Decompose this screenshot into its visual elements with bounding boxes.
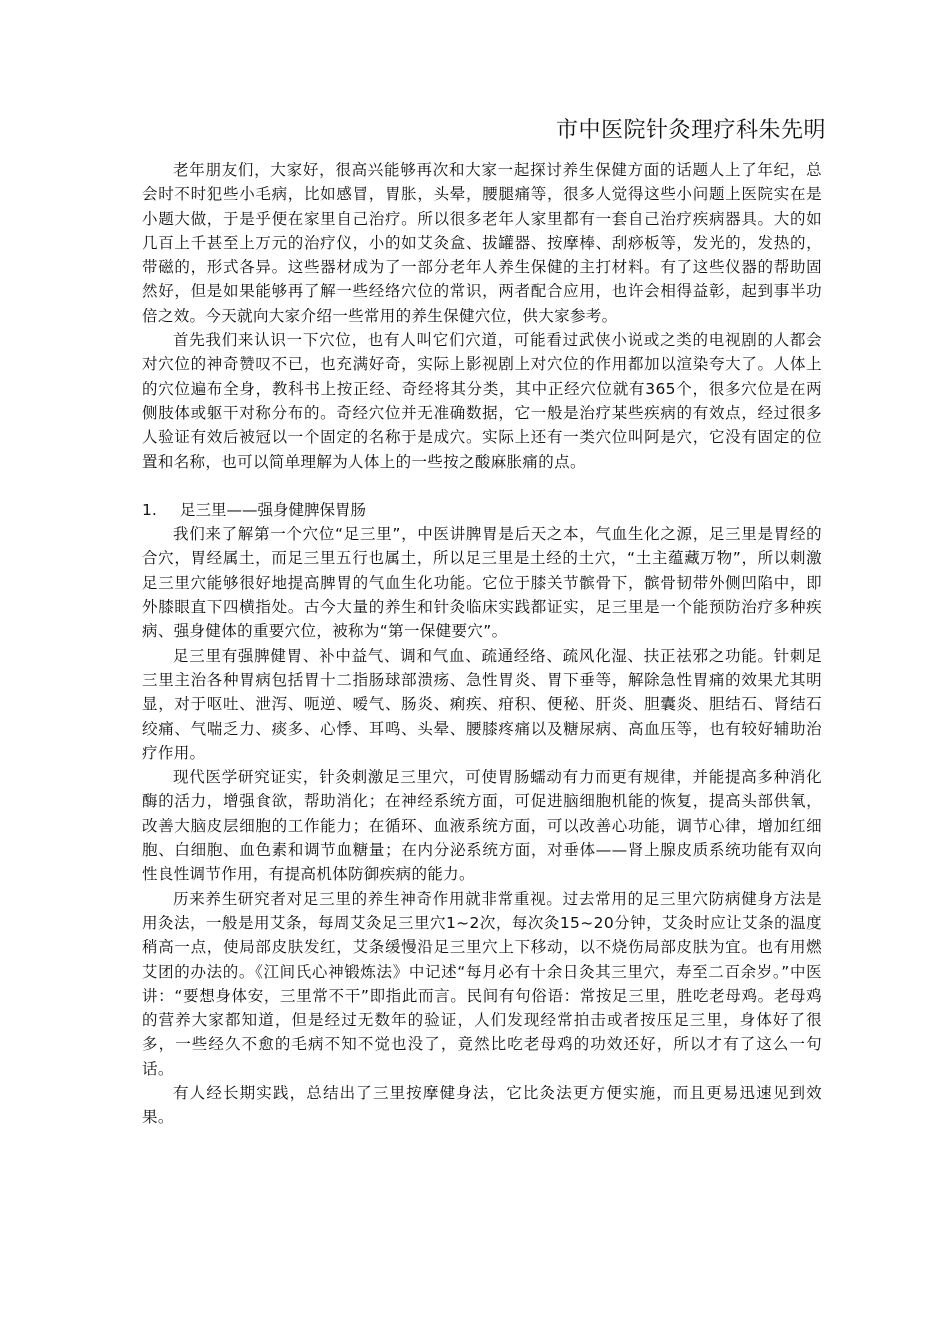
- section-paragraph: 有人经长期实践，总结出了三里按摩健身法，它比灸法更方便实施，而且更易迅速见到效果。: [142, 1083, 822, 1127]
- section-paragraph: 足三里有强脾健胃、补中益气、调和气血、疏通经络、疏风化湿、扶正祛邪之功能。针刺足三里主治各种胃病包括胃十二指肠球部溃疡、急性胃炎、胃下垂等，解除急性胃痛的效果尤其明显，对于呕吐、泄泻、呃逆、嗳气、肠炎、痢疾、疳积、便秘、肝炎、胆囊炎、胆结石、肾结石绞痛、气喘乏力、痰多、心悸、耳鸣、头晕、腰膝疼痛以及糖尿病、高血压等，也有较好辅助治疗作用。: [142, 646, 822, 762]
- section-paragraph: 现代医学研究证实，针灸刺激足三里穴，可使胃肠蠕动有力而更有规律，并能提高多种消化酶的活力，增强食欲，帮助消化；在神经系统方面，可促进脑细胞机能的恢复，提高头部供氧，改善大脑皮层细胞的工作能力；在循环、血液系统方面，可以改善心功能，调节心律，增加红细胞、白细胞、血色素和调节血糖量；在内分泌系统方面，对垂体——肾上腺皮质系统功能有双向性良性调节作用，有提高机体防御疾病的能力。: [142, 768, 822, 884]
- section-number: 1.: [142, 500, 157, 519]
- section-heading: [142, 498, 822, 522]
- section-paragraph: 我们来了解第一个穴位“足三里”，中医讲脾胃是后天之本，气血生化之源，足三里是胃经的合穴，胃经属土，而足三里五行也属土，所以足三里是土经的土穴，“土主蕴藏万物”，所以刺激足三里穴能够很好地提高脾胃的气血生化功能。它位于膝关节髌骨下，髌骨韧带外侧凹陷中，即外膝眼直下四横指处。古今大量的养生和针灸临床实践都证实，足三里是一个能预防治疗多种疾病、强身健体的重要穴位，被称为“第一保健要穴”。: [142, 525, 822, 641]
- intro-paragraph: 老年朋友们，大家好，很高兴能够再次和大家一起探讨养生保健方面的话题人上了年纪，总会时不时犯些小毛病，比如感冒，胃胀，头晕，腰腿痛等，很多人觉得这些小问题上医院实在是小题大做，于是乎便在家里自己治疗。所以很多老年人家里都有一套自己治疗疾病器具。大的如几百上千甚至上万元的治疗仪，小的如艾灸盒、拔罐器、按摩棒、刮痧板等，发光的，发热的，带磁的，形式各异。这些器材成为了一部分老年人养生保健的主打材料。有了这些仪器的帮助固然好，但是如果能够再了解一些经络穴位的常识，两者配合应用，也许会相得益彰，起到事半功倍之效。今天就向大家介绍一些常用的养生保健穴位，供大家参考。: [142, 161, 822, 325]
- section-paragraph: 历来养生研究者对足三里的养生神奇作用就非常重视。过去常用的足三里穴防病健身方法是用灸法，一般是用艾条，每周艾灸足三里穴1~2次，每次灸15~20分钟，艾灸时应让艾条的温度稍高一点，使局部皮肤发红，艾条缓慢沿足三里穴上下移动，以不烧伤局部皮肤为宜。也有用燃艾团的办法的。《江间氏心神锻炼法》中记述“每月必有十余日灸其三里穴，寿至二百余岁。”中医讲：“要想身体安，三里常不干”即指此而言。民间有句俗语：常按足三里，胜吃老母鸡。老母鸡的营养大家都知道，但是经过无数年的验证，人们发现经常拍击或者按压足三里，身体好了很多，一些经久不愈的毛病不知不觉也没了，竟然比吃老母鸡的功效还好，所以才有了这么一句话。: [142, 889, 822, 1078]
- document-title: 市中医院针灸理疗科朱先明: [555, 118, 826, 143]
- section-spacer: [142, 474, 822, 498]
- article-body: [142, 158, 822, 1130]
- intro-paragraph: 首先我们来认识一下穴位，也有人叫它们穴道，可能看过武侠小说或之类的电视剧的人都会对穴位的神奇赞叹不已，也充满好奇，实际上影视剧上对穴位的作用都加以渲染夸大了。人体上的穴位遍布全身，教科书上按正经、奇经将其分类，其中正经穴位就有365个，很多穴位是在两侧肢体或躯干对称分布的。奇经穴位并无准确数据，它一般是治疗某些疾病的有效点，经过很多人验证有效后被冠以一个固定的名称于是成穴。实际上还有一类穴位叫阿是穴，它没有固定的位置和名称，也可以简单理解为人体上的一些按之酸麻胀痛的点。: [142, 331, 822, 471]
- section-heading-text: 足三里——强身健脾保胃肠: [180, 500, 367, 519]
